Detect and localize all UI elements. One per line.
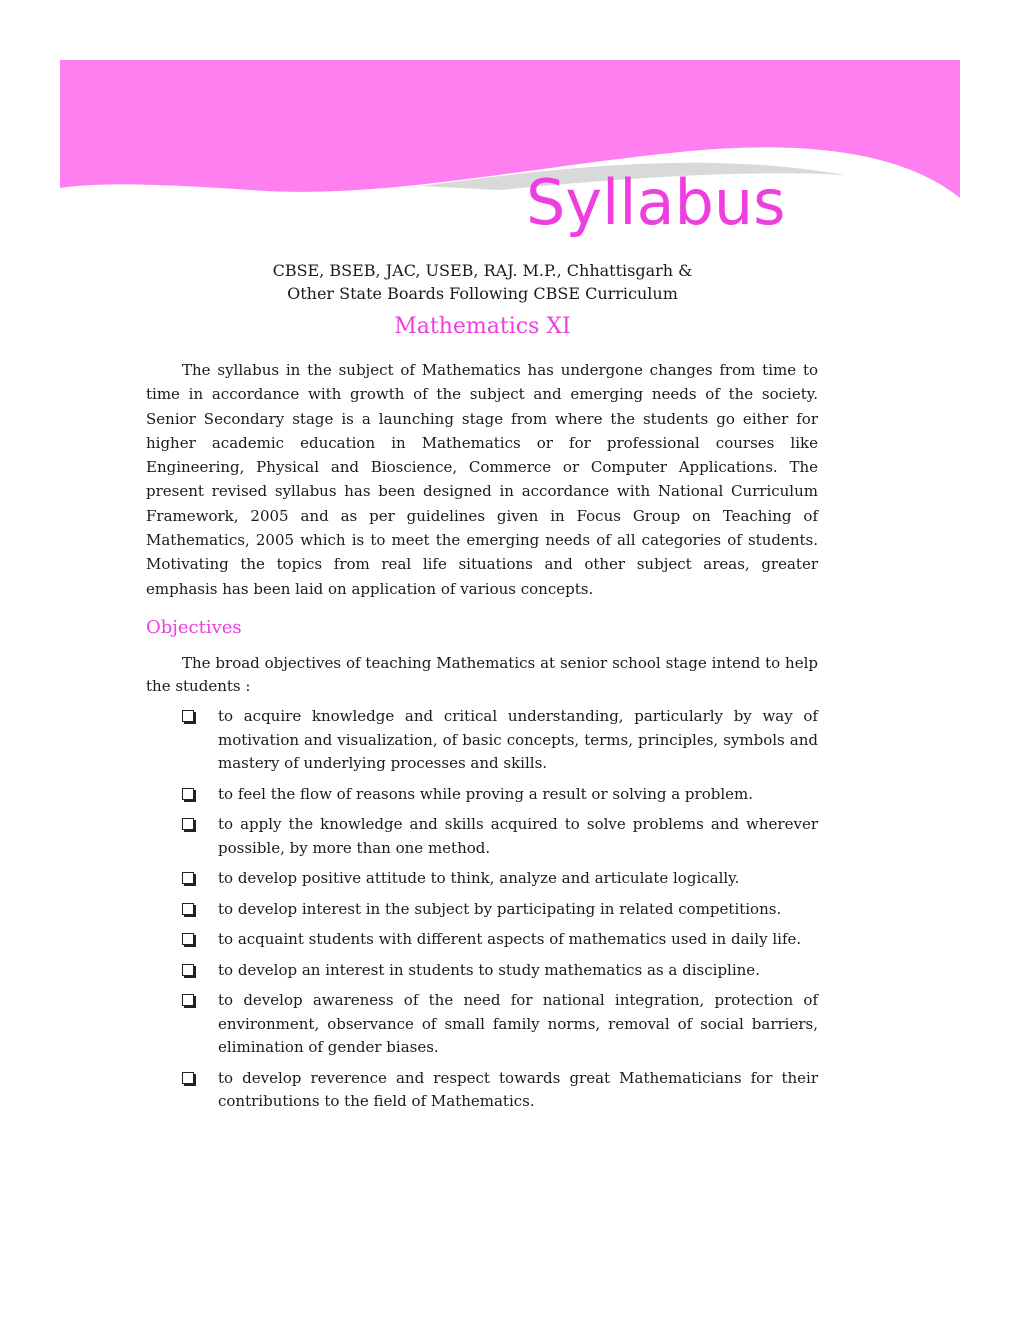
list-item <box>146 1067 818 1114</box>
page-title: Syllabus <box>526 166 786 239</box>
checkbox-bullet-icon <box>182 994 194 1006</box>
objectives-heading: Objectives <box>146 617 242 638</box>
checkbox-bullet-icon <box>182 933 194 945</box>
checkbox-bullet-icon <box>182 818 194 830</box>
checkbox-bullet-icon <box>182 788 194 800</box>
checkbox-bullet-icon <box>182 903 194 915</box>
list-item-text: to acquire knowledge and critical understanding, particularly by way of motivation and visualization, of basic concepts, terms, principles, symbols and mastery of underlying processes and skills. <box>218 707 818 772</box>
list-item <box>146 813 818 860</box>
list-item <box>146 898 818 922</box>
intro-paragraph: The syllabus in the subject of Mathematics has undergone changes from time to time in accordance with growth of the subject and emerging needs of the society. Senior Secondary stage is a launching stage from where the students go either for higher academic education in Mathematics or for professional courses like Engineering, Physical and Bioscience, Commerce or Computer Applications. The present revised syllabus has been designed in accordance with National Curriculum Framework, 2005 and as per guidelines given in Focus Group on Teaching of Mathematics, 2005 which is to meet the emerging needs of all categories of students. Motivating the topics from real life situations and other subject areas, greater emphasis has been laid on application of various concepts. <box>146 361 818 598</box>
list-item-text: to develop positive attitude to think, analyze and articulate logically. <box>218 869 740 887</box>
list-item-text: to acquaint students with different aspects of mathematics used in daily life. <box>218 930 802 948</box>
list-item-text: to feel the flow of reasons while proving a result or solving a problem. <box>218 784 754 803</box>
list-item-text: to develop interest in the subject by participating in related competitions. <box>218 899 782 918</box>
subject-title: Mathematics XI <box>394 314 571 339</box>
checkbox-bullet-icon <box>182 710 194 722</box>
list-item-text: to develop an interest in students to study mathematics as a discipline. <box>218 960 760 979</box>
list-item <box>146 989 818 1060</box>
boards-heading <box>150 259 815 305</box>
list-item <box>146 928 818 952</box>
list-item-text: to apply the knowledge and skills acquired to solve problems and wherever possible, by more than one method. <box>218 815 818 857</box>
objectives-list <box>146 705 818 1121</box>
boards-line-1: CBSE, BSEB, JAC, USEB, RAJ. M.P., Chhattisgarh & <box>272 261 693 280</box>
boards-line-2: Other State Boards Following CBSE Curriculum <box>287 284 678 303</box>
list-item-text: to develop awareness of the need for national integration, protection of environment, observance of small family norms, removal of social barriers, elimination of gender biases. <box>218 991 818 1056</box>
objectives-lead: The broad objectives of teaching Mathematics at senior school stage intend to help the students : <box>146 654 818 695</box>
header-banner <box>0 0 1020 220</box>
list-item-text: to develop reverence and respect towards great Mathematicians for their contributions to the field of Mathematics. <box>218 1068 818 1110</box>
list-item <box>146 705 818 776</box>
checkbox-bullet-icon <box>182 872 194 884</box>
list-item <box>146 867 818 891</box>
list-item <box>146 959 818 983</box>
list-item <box>146 783 818 807</box>
checkbox-bullet-icon <box>182 964 194 976</box>
checkbox-bullet-icon <box>182 1072 194 1084</box>
